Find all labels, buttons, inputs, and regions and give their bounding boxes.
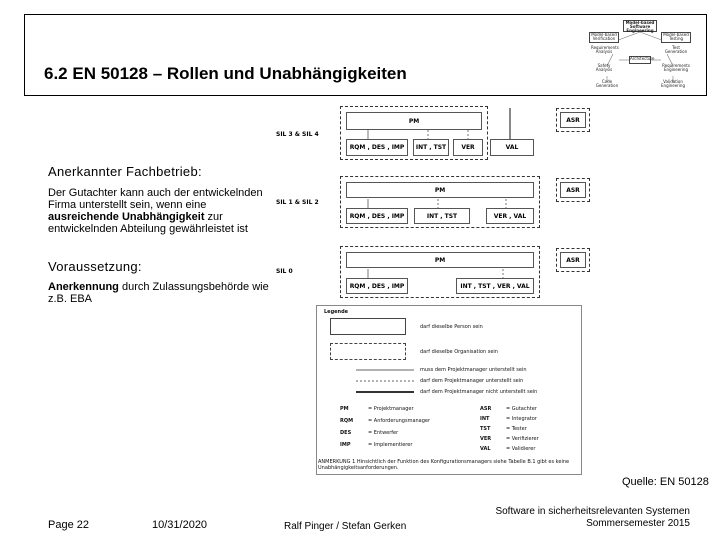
sil12-pm-box: PM [346, 182, 534, 198]
minimap-node-bottom-right: Validation Engineering [661, 79, 685, 88]
paragraph-gutachter-part2: zur entwickelnden Abteilung gewährleistet ist [48, 211, 248, 235]
abbr-val-asr: = Gutachter [506, 406, 537, 412]
sil34-rqm-des-imp-box: RQM , DES , IMP [346, 139, 408, 156]
minimap-node-mid-right: Test Generation [664, 45, 688, 54]
legend-title: Legende [324, 309, 349, 315]
abbr-val-tst: = Tester [506, 426, 527, 432]
sil0-pm-box: PM [346, 252, 534, 268]
sil34-asr-box: ASR [560, 112, 586, 128]
minimap-node-mid-left2: Safety Analysis [595, 63, 613, 72]
footer-page-number: Page 22 [48, 519, 89, 531]
legend-solid-box [330, 318, 406, 335]
paragraph-gutachter-emphasis: ausreichende Unabhängigkeit [48, 211, 205, 223]
heading-fachbetrieb: Anerkannter Fachbetrieb: [48, 164, 202, 179]
minimap-node-mid-left: Requirements Analysis [591, 45, 619, 54]
paragraph-anerkennung-text: durch Zulassungsbehörde wie z.B. EBA [48, 281, 269, 305]
minimap-node-bottom-left: Code Generation [595, 79, 619, 88]
legend-same-org: darf dieselbe Organisation sein [420, 349, 498, 355]
sil0-asr-box: ASR [560, 252, 586, 268]
footer-date: 10/31/2020 [152, 519, 208, 531]
sil34-val-box: VAL [490, 139, 534, 156]
paragraph-gutachter [48, 187, 270, 235]
sil0-rqm-des-imp-box: RQM , DES , IMP [346, 278, 408, 294]
abbr-val-imp: = Implementierer [368, 442, 413, 448]
legend-same-person: darf dieselbe Person sein [420, 324, 483, 330]
abbr-val-pm: = Projektmanager [368, 406, 414, 412]
abbr-val-ver: = Verifizierer [506, 436, 539, 442]
footer-course [490, 506, 690, 530]
sil34-int-tst-box: INT , TST [413, 139, 449, 156]
legend-line-samples [350, 366, 420, 396]
paragraph-anerkennung [48, 281, 270, 305]
legend-note: ANMERKUNG 1 Hinsichtlich der Funktion des Konfigurationsmanagers siehe Tabelle B.1 gibt es keine Unabhängigkeitsanforderungen. [318, 459, 570, 471]
minimap-node-mid-right2: Requirements Engineering [662, 63, 690, 72]
legend-line-maynot: darf dem Projektmanager nicht unterstellt sein [420, 389, 538, 395]
sil34-label: SIL 3 & SIL 4 [276, 131, 319, 138]
minimap-node-left-top: Model-based Verification [589, 32, 619, 43]
abbr-val-rqm: = Anforderungsmanager [368, 418, 431, 424]
legend-line-must: muss dem Projektmanager unterstellt sein [420, 367, 527, 373]
sil34-ver-box: VER [453, 139, 483, 156]
paragraph-anerkennung-emphasis: Anerkennung [48, 281, 119, 293]
abbr-key-tst: TST [480, 426, 491, 432]
footer-course-term: Sommersemester 2015 [586, 518, 690, 529]
footer-course-title: Software in sicherheitsrelevanten Systemen [495, 506, 690, 517]
sil12-rqm-des-imp-box: RQM , DES , IMP [346, 208, 408, 224]
abbr-key-imp: IMP [340, 442, 351, 448]
sil0-label: SIL 0 [276, 268, 293, 275]
abbr-val-val: = Validierer [506, 446, 536, 452]
abbr-key-ver: VER [480, 436, 492, 442]
page-title: 6.2 EN 50128 – Rollen und Unabhängigkeiten [44, 64, 407, 83]
minimap-node-center: Architecture [629, 56, 651, 64]
source-citation: Quelle: EN 50128 [622, 476, 709, 488]
sil12-ver-val-box: VER , VAL [486, 208, 534, 224]
sil12-int-tst-box: INT , TST [414, 208, 470, 224]
minimap-node-right-top: Model-based Testing [661, 32, 691, 43]
sil12-label: SIL 1 & SIL 2 [276, 199, 319, 206]
paragraph-gutachter-part1: Der Gutachter kann auch der entwickelnden Firma unterstellt sein, wenn eine [48, 187, 263, 211]
minimap-node-top: Model-based Software Engineering [623, 20, 657, 32]
abbr-key-asr: ASR [480, 406, 492, 412]
abbr-key-rqm: RQM [340, 418, 354, 424]
legend-dashed-box [330, 343, 406, 360]
abbr-key-des: DES [340, 430, 352, 436]
sil12-asr-box: ASR [560, 182, 586, 198]
abbr-val-int: = Integrator [506, 416, 537, 422]
abbr-val-des: = Entwerfer [368, 430, 399, 436]
abbr-key-val: VAL [480, 446, 491, 452]
footer-authors: Ralf Pinger / Stefan Gerken [284, 521, 407, 532]
sil0-int-tst-ver-val-box: INT , TST , VER , VAL [456, 278, 534, 294]
topic-minimap [585, 16, 695, 92]
legend-line-may: darf dem Projektmanager unterstellt sein [420, 378, 524, 384]
abbr-key-pm: PM [340, 406, 349, 412]
abbr-key-int: INT [480, 416, 490, 422]
heading-voraussetzung: Voraussetzung: [48, 259, 142, 274]
sil34-pm-box: PM [346, 112, 482, 130]
